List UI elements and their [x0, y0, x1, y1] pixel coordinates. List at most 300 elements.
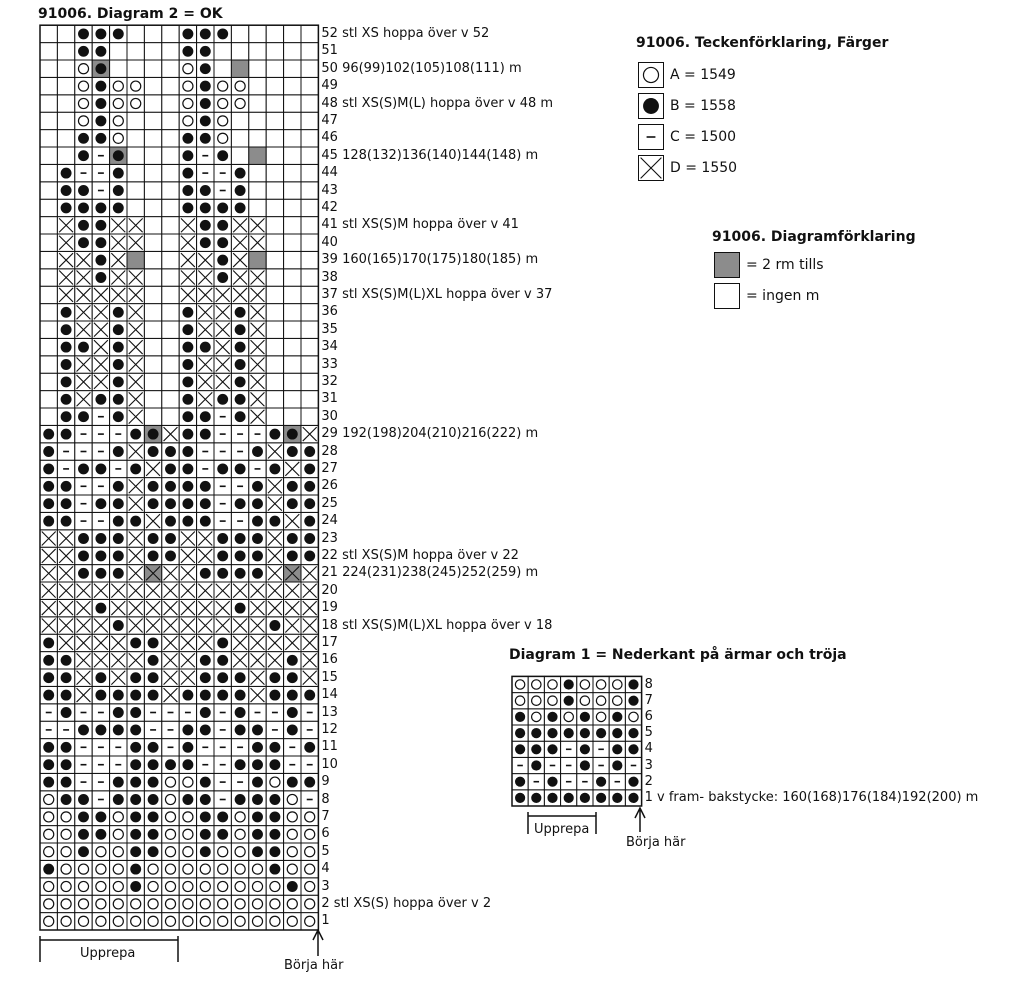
row-label: 1 v fram- bakstycke: 160(168)176(184)192(200) m [644, 789, 979, 805]
filled-circle-symbol [78, 550, 89, 561]
chart-cell [162, 25, 179, 42]
chart-cell [40, 878, 57, 895]
row-label: 25 [321, 495, 338, 511]
filled-circle-symbol [182, 307, 193, 318]
row-label: 20 [321, 582, 338, 598]
filled-circle-symbol [235, 603, 246, 614]
filled-circle-symbol [43, 864, 54, 875]
chart-cell [301, 338, 318, 355]
chart-cell [40, 164, 57, 181]
filled-circle-symbol [596, 728, 606, 738]
filled-circle-symbol [304, 690, 315, 701]
chart-cell [57, 77, 74, 94]
chart-cell [609, 693, 625, 709]
filled-circle-symbol [217, 550, 228, 561]
chart-cell [266, 373, 283, 390]
chart-cell [40, 269, 57, 286]
chart-cell [284, 95, 301, 112]
row-label: 39 160(165)170(175)180(185) m [321, 252, 539, 268]
chart-cell [301, 95, 318, 112]
chart-cell [249, 60, 266, 77]
row-label: 45 128(132)136(140)144(148) m [321, 147, 539, 163]
chart-cell [40, 338, 57, 355]
filled-circle-symbol [200, 846, 211, 857]
filled-circle-symbol [628, 728, 638, 738]
row-label: 32 [321, 373, 338, 389]
filled-circle-symbol [61, 516, 72, 527]
filled-circle-symbol [252, 724, 263, 735]
chart-cell [266, 356, 283, 373]
filled-circle-symbol [95, 394, 106, 405]
chart-cell [110, 77, 127, 94]
filled-circle-symbol [217, 150, 228, 161]
chart-cell [301, 25, 318, 42]
filled-circle-symbol [235, 411, 246, 422]
row-label: 36 [321, 304, 338, 320]
filled-circle-symbol [612, 712, 622, 722]
filled-circle-symbol [130, 724, 141, 735]
chart-cell [214, 860, 231, 877]
chart-cell [57, 130, 74, 147]
filled-circle-symbol [217, 272, 228, 283]
chart-cell [266, 95, 283, 112]
chart-cell [162, 791, 179, 808]
chart-cell [266, 251, 283, 268]
circle-filled-icon [638, 93, 664, 119]
filled-circle-symbol [61, 742, 72, 753]
chart-cell [127, 147, 144, 164]
filled-circle-symbol [269, 672, 280, 683]
diagram1-start-label: Börja här [626, 835, 686, 850]
row-label: 11 [321, 739, 338, 755]
filled-circle-symbol [61, 498, 72, 509]
filled-circle-symbol [200, 777, 211, 788]
filled-circle-symbol [61, 307, 72, 318]
filled-circle-symbol [148, 498, 159, 509]
chart-cell [266, 147, 283, 164]
chart-cell [162, 182, 179, 199]
chart-cell [301, 373, 318, 390]
chart-cell [301, 408, 318, 425]
chart-cell [284, 304, 301, 321]
filled-circle-symbol [200, 63, 211, 74]
filled-circle-symbol [200, 185, 211, 196]
chart-cell [110, 826, 127, 843]
row-label: 12 [321, 721, 338, 737]
chart-cell [231, 130, 248, 147]
filled-circle-symbol [113, 516, 124, 527]
chart-cell [249, 164, 266, 181]
chart-cell [249, 130, 266, 147]
filled-circle-symbol [95, 603, 106, 614]
filled-circle-symbol [628, 793, 638, 803]
chart-cell [266, 269, 283, 286]
chart-cell [266, 164, 283, 181]
filled-circle-symbol [217, 690, 228, 701]
filled-circle-symbol [113, 568, 124, 579]
filled-circle-symbol [596, 777, 606, 787]
filled-circle-symbol [580, 760, 590, 770]
filled-circle-symbol [628, 679, 638, 689]
chart-cell [40, 843, 57, 860]
chart-cell [528, 676, 544, 692]
filled-circle-symbol [130, 690, 141, 701]
filled-circle-symbol [200, 655, 211, 666]
chart-cell [231, 843, 248, 860]
filled-circle-symbol [182, 133, 193, 144]
filled-circle-symbol [269, 846, 280, 857]
chart-cell [301, 304, 318, 321]
legend-label: B = 1558 [670, 98, 736, 114]
grey-box-icon [714, 252, 740, 278]
filled-circle-symbol [130, 777, 141, 788]
chart-cell [231, 77, 248, 94]
filled-circle-symbol [95, 28, 106, 39]
filled-circle-symbol [235, 533, 246, 544]
chart-cell [528, 709, 544, 725]
filled-circle-symbol [235, 185, 246, 196]
row-label: 35 [321, 321, 338, 337]
filled-circle-symbol [95, 550, 106, 561]
chart-cell [301, 895, 318, 912]
legend-diagram-title: 91006. Diagramförklaring [712, 229, 916, 245]
legend-item [638, 62, 736, 88]
chart-cell [40, 60, 57, 77]
chart-cell [40, 286, 57, 303]
filled-circle-symbol [113, 150, 124, 161]
row-label: 34 [321, 339, 338, 355]
filled-circle-symbol [182, 794, 193, 805]
chart-cell [301, 286, 318, 303]
filled-circle-symbol [165, 759, 176, 770]
chart-cell [231, 913, 248, 930]
chart-cell [144, 304, 161, 321]
filled-circle-symbol [304, 777, 315, 788]
chart-cell [92, 895, 109, 912]
row-label: 7 [644, 692, 653, 708]
chart-cell [214, 112, 231, 129]
filled-circle-symbol [113, 202, 124, 213]
chart-cell [301, 182, 318, 199]
filled-circle-symbol [217, 28, 228, 39]
chart-cell [249, 860, 266, 877]
filled-circle-symbol [130, 794, 141, 805]
chart-cell [544, 693, 560, 709]
chart-cell [144, 199, 161, 216]
row-label: 41 stl XS(S)M hoppa över v 41 [321, 217, 519, 233]
circle-open-icon [638, 62, 664, 88]
chart-cell [57, 860, 74, 877]
filled-circle-symbol [304, 516, 315, 527]
chart-cell [40, 826, 57, 843]
filled-circle-symbol [95, 81, 106, 92]
filled-circle-symbol [217, 220, 228, 231]
chart-cell [92, 860, 109, 877]
filled-circle-symbol [515, 712, 525, 722]
chart-cell [57, 60, 74, 77]
filled-circle-symbol [235, 498, 246, 509]
chart-cell [40, 808, 57, 825]
filled-circle-symbol [182, 185, 193, 196]
filled-circle-symbol [95, 811, 106, 822]
filled-circle-symbol [200, 220, 211, 231]
chart-cell [162, 112, 179, 129]
chart-cell [284, 60, 301, 77]
chart-cell [249, 182, 266, 199]
chart-cell [284, 356, 301, 373]
chart-cell [127, 130, 144, 147]
filled-circle-symbol [182, 759, 193, 770]
filled-circle-symbol [61, 394, 72, 405]
filled-circle-symbol [182, 28, 193, 39]
filled-circle-symbol [61, 376, 72, 387]
chart-cell [144, 251, 161, 268]
filled-circle-symbol [235, 307, 246, 318]
filled-circle-symbol [182, 690, 193, 701]
chart-cell [544, 676, 560, 692]
filled-circle-symbol [130, 707, 141, 718]
chart-cell [162, 373, 179, 390]
chart-cell [301, 356, 318, 373]
chart-cell [197, 878, 214, 895]
filled-circle-symbol [235, 202, 246, 213]
filled-circle-symbol [95, 255, 106, 266]
chart-cell [301, 234, 318, 251]
chart-cell [301, 130, 318, 147]
filled-circle-symbol [61, 202, 72, 213]
filled-circle-symbol [269, 811, 280, 822]
chart-cell [92, 913, 109, 930]
filled-circle-symbol [200, 429, 211, 440]
chart-cell [57, 43, 74, 60]
chart-cell [92, 843, 109, 860]
filled-circle-symbol [113, 533, 124, 544]
chart-cell [284, 913, 301, 930]
filled-circle-symbol [95, 98, 106, 109]
chart-cell [144, 60, 161, 77]
filled-circle-symbol [200, 498, 211, 509]
filled-circle-symbol [95, 115, 106, 126]
chart-cell [284, 338, 301, 355]
filled-circle-symbol [78, 568, 89, 579]
row-label: 28 [321, 443, 338, 459]
chart-cell [231, 95, 248, 112]
dash-icon [638, 124, 664, 150]
chart-cell [40, 25, 57, 42]
filled-circle-symbol [182, 359, 193, 370]
chart-cell [231, 860, 248, 877]
chart-cell [127, 77, 144, 94]
filled-circle-symbol [113, 794, 124, 805]
filled-circle-symbol [182, 394, 193, 405]
filled-circle-symbol [43, 672, 54, 683]
row-label: 37 stl XS(S)M(L)XL hoppa över v 37 [321, 286, 553, 302]
filled-circle-symbol [43, 690, 54, 701]
filled-circle-symbol [269, 759, 280, 770]
filled-circle-symbol [61, 777, 72, 788]
chart-cell [40, 95, 57, 112]
chart-cell [162, 269, 179, 286]
chart-cell [284, 130, 301, 147]
legend-label: A = 1549 [670, 67, 736, 83]
chart-cell [284, 147, 301, 164]
chart-cell [266, 338, 283, 355]
chart-cell [284, 112, 301, 129]
chart-cell [162, 217, 179, 234]
filled-circle-symbol [547, 777, 557, 787]
chart-cell [162, 338, 179, 355]
chart-cell [144, 913, 161, 930]
chart-cell [162, 878, 179, 895]
filled-circle-symbol [252, 811, 263, 822]
row-label: 21 224(231)238(245)252(259) m [321, 565, 539, 581]
filled-circle-symbol [78, 46, 89, 57]
filled-circle-symbol [95, 272, 106, 283]
chart-cell [249, 147, 266, 164]
chart-cell [301, 913, 318, 930]
filled-circle-symbol [148, 846, 159, 857]
filled-circle-symbol [200, 237, 211, 248]
chart-cell [162, 913, 179, 930]
filled-circle-symbol [200, 46, 211, 57]
filled-circle-symbol [148, 481, 159, 492]
chart-cell [231, 895, 248, 912]
chart-cell [266, 182, 283, 199]
filled-circle-symbol [217, 533, 228, 544]
filled-circle-symbol [113, 777, 124, 788]
row-label: 16 [321, 652, 338, 668]
chart-cell [301, 321, 318, 338]
chart-cell [561, 709, 577, 725]
chart-cell [266, 408, 283, 425]
filled-circle-symbol [61, 707, 72, 718]
filled-circle-symbol [200, 411, 211, 422]
row-label: 2 stl XS(S) hoppa över v 2 [321, 895, 492, 911]
chart-cell [57, 895, 74, 912]
chart-cell [162, 391, 179, 408]
chart-cell [127, 199, 144, 216]
chart-cell [57, 843, 74, 860]
chart-cell [110, 913, 127, 930]
filled-circle-symbol [113, 690, 124, 701]
filled-circle-symbol [200, 481, 211, 492]
filled-circle-symbol [61, 429, 72, 440]
chart-cell [197, 913, 214, 930]
filled-circle-symbol [113, 168, 124, 179]
chart-cell [284, 286, 301, 303]
filled-circle-symbol [564, 679, 574, 689]
chart-cell [57, 808, 74, 825]
chart-cell [40, 373, 57, 390]
chart-cell [40, 391, 57, 408]
chart-cell [214, 130, 231, 147]
chart-cell [127, 25, 144, 42]
filled-circle-symbol [235, 359, 246, 370]
legend-label: C = 1500 [670, 129, 737, 145]
chart-cell [266, 25, 283, 42]
chart-cell [144, 895, 161, 912]
chart-cell [110, 843, 127, 860]
filled-circle-symbol [95, 690, 106, 701]
chart-cell [301, 112, 318, 129]
filled-circle-symbol [287, 655, 298, 666]
filled-circle-symbol [564, 793, 574, 803]
filled-circle-symbol [182, 324, 193, 335]
chart-cell [57, 913, 74, 930]
filled-circle-symbol [165, 463, 176, 474]
filled-circle-symbol [113, 324, 124, 335]
row-label: 33 [321, 356, 338, 372]
chart-cell [249, 25, 266, 42]
chart-cell [162, 130, 179, 147]
chart-cell [57, 95, 74, 112]
filled-circle-symbol [78, 185, 89, 196]
chart-cell [40, 304, 57, 321]
chart-cell [110, 130, 127, 147]
filled-circle-symbol [78, 220, 89, 231]
chart-cell [249, 43, 266, 60]
row-label: 46 [321, 130, 338, 146]
filled-circle-symbol [61, 481, 72, 492]
filled-circle-symbol [182, 150, 193, 161]
chart-cell [179, 895, 196, 912]
chart-cell [249, 95, 266, 112]
diagram1-repeat-label: Upprepa [534, 822, 590, 837]
row-label: 5 [644, 725, 653, 741]
filled-circle-symbol [235, 794, 246, 805]
chart-cell [57, 25, 74, 42]
filled-circle-symbol [200, 28, 211, 39]
filled-circle-symbol [182, 742, 193, 753]
chart-cell [301, 147, 318, 164]
chart-cell [127, 895, 144, 912]
row-label: 26 [321, 478, 338, 494]
chart-cell [301, 217, 318, 234]
filled-circle-symbol [200, 707, 211, 718]
chart-cell [162, 60, 179, 77]
row-label: 14 [321, 687, 338, 703]
chart-cell [75, 878, 92, 895]
chart-cell [162, 860, 179, 877]
filled-circle-symbol [200, 516, 211, 527]
filled-circle-symbol [113, 342, 124, 353]
chart-cell [92, 878, 109, 895]
chart-cell [144, 269, 161, 286]
row-label: 17 [321, 634, 338, 650]
chart-cell [40, 895, 57, 912]
filled-circle-symbol [252, 516, 263, 527]
chart-cell [144, 43, 161, 60]
chart-cell [249, 112, 266, 129]
row-label: 4 [321, 861, 330, 877]
chart-cell [144, 338, 161, 355]
filled-circle-symbol [43, 637, 54, 648]
chart-cell [266, 77, 283, 94]
chart-cell [266, 391, 283, 408]
chart-cell [162, 356, 179, 373]
chart-cell [214, 60, 231, 77]
filled-circle-symbol [269, 516, 280, 527]
chart-cell [179, 843, 196, 860]
chart-cell [577, 693, 593, 709]
filled-circle-symbol [43, 759, 54, 770]
chart-cell [284, 826, 301, 843]
filled-circle-symbol [235, 168, 246, 179]
chart-cell [214, 895, 231, 912]
filled-circle-symbol [130, 759, 141, 770]
chart-cell [144, 408, 161, 425]
row-label: 6 [644, 708, 653, 724]
